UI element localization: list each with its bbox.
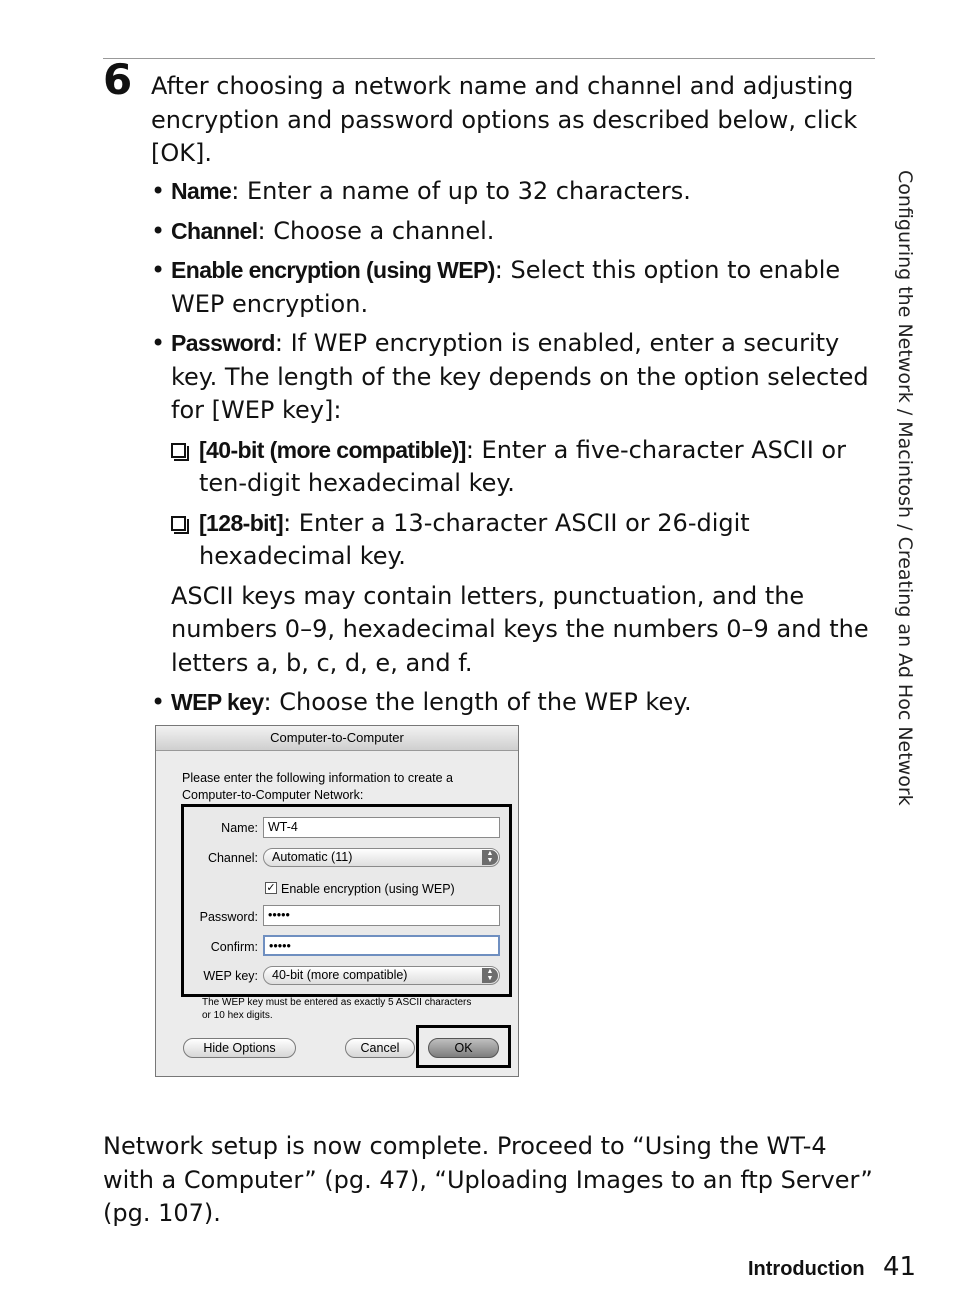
bullet-wep-key — [151, 686, 871, 720]
channel-value: Automatic (11) — [272, 850, 353, 864]
step-number: 6 — [103, 55, 133, 104]
page-number: 41 — [883, 1252, 917, 1282]
term-encryption: Enable encryption (using WEP) — [171, 257, 495, 283]
updown-arrows-icon: ▲ ▼ — [482, 968, 498, 983]
checkbox-bullet-icon — [171, 443, 186, 458]
computer-to-computer-dialog — [155, 725, 519, 1077]
conclusion-text: Network setup is now complete. Proceed to “Using the WT-4 with a Computer” (pg. 47), “Uploading Images to an ftp Server” (pg. 107). — [103, 1132, 873, 1227]
sub-option-40bit — [151, 434, 871, 501]
bullet-dot: • — [151, 216, 166, 245]
bullet-password — [151, 327, 871, 428]
wep-key-label: WEP key: — [203, 969, 258, 983]
term-name: Name — [171, 178, 232, 204]
bullet-name — [151, 175, 871, 209]
desc-name: : Enter a name of up to 32 characters. — [231, 177, 691, 205]
term-channel: Channel — [171, 217, 258, 244]
desc-encryption: : Select this option to enable WEP encryption. — [171, 256, 841, 318]
desc-wep-key: : Choose the length of the WEP key. — [263, 688, 692, 716]
bullet-dot: • — [151, 177, 166, 205]
name-input[interactable]: WT-4 — [263, 817, 500, 838]
footer-section-label: Introduction — [748, 1258, 865, 1280]
bullet-channel — [151, 215, 871, 249]
desc-channel: : Choose a channel. — [257, 216, 495, 245]
term-40bit: [40-bit (more compatible)] — [199, 436, 466, 463]
checkbox-bullet-icon — [171, 516, 186, 531]
wep-key-value: 40-bit (more compatible) — [272, 968, 408, 982]
sub-option-128bit — [151, 507, 871, 574]
bullet-dot: • — [151, 688, 166, 716]
updown-arrows-icon: ▲ ▼ — [482, 850, 498, 865]
sidebar-breadcrumb: Configuring the Network / Macintosh / Creating an Ad Hoc Network — [894, 170, 916, 806]
channel-label: Channel: — [207, 851, 258, 865]
dialog-intro: Please enter the following information to create a Computer-to-Computer Network: — [182, 771, 453, 802]
password-label: Password: — [199, 910, 258, 924]
desc-password: : If WEP encryption is enabled, enter a security key. The length of the key depends on the option selected for [WEP key]: — [171, 329, 869, 424]
password-input[interactable]: ••••• — [263, 905, 500, 926]
step-instruction: After choosing a network name and channel and adjusting encryption and password options as described below, click [OK]. — [151, 72, 858, 167]
desc-40bit: : Enter a five-character ASCII or ten-digit hexadecimal key. — [199, 435, 846, 497]
cancel-button[interactable]: Cancel — [345, 1038, 415, 1058]
section-sidebar — [890, 170, 920, 850]
hide-options-button[interactable]: Hide Options — [183, 1038, 296, 1058]
ascii-note: ASCII keys may contain letters, punctuation, and the numbers 0–9, hexadecimal keys the numbers 0–9 and the letters a, b, c, d, e, and f. — [171, 581, 869, 677]
term-128bit: [128-bit] — [199, 509, 284, 536]
desc-128bit: : Enter a 13-character ASCII or 26-digit hexadecimal key. — [199, 508, 750, 570]
confirm-input[interactable]: ••••• — [263, 935, 500, 956]
bullet-dot: • — [151, 329, 166, 357]
top-rule — [103, 58, 875, 59]
wep-key-hint: The WEP key must be entered as exactly 5 ASCII characters or 10 hex digits. — [202, 997, 472, 1021]
term-wep-key: WEP key — [171, 689, 264, 715]
encryption-label: Enable encryption (using WEP) — [281, 882, 455, 896]
bullet-encryption — [151, 254, 871, 321]
encryption-checkbox[interactable]: ✓ — [266, 882, 276, 894]
confirm-label: Confirm: — [210, 940, 258, 954]
name-label: Name: — [221, 821, 258, 835]
bullet-dot: • — [151, 256, 166, 284]
wep-key-select[interactable] — [263, 966, 500, 985]
ok-button[interactable]: OK — [428, 1038, 499, 1058]
term-password: Password — [171, 330, 275, 356]
channel-select[interactable] — [263, 848, 500, 867]
options-highlight-frame — [181, 804, 512, 997]
dialog-title: Computer-to-Computer — [156, 726, 518, 751]
option-list — [151, 175, 871, 726]
